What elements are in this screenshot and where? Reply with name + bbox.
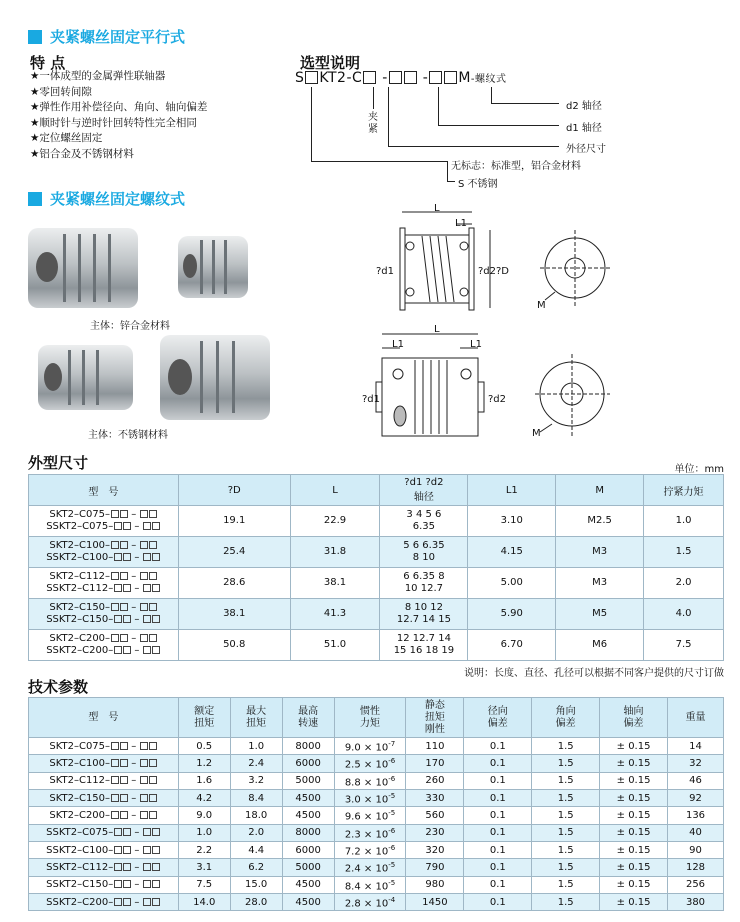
cell-st: 560 xyxy=(406,807,464,824)
cell-L1: 3.10 xyxy=(468,506,556,537)
tech-table-body xyxy=(29,738,724,911)
section-marker xyxy=(28,30,42,44)
cell-M: M3 xyxy=(556,568,644,599)
col-header-inertia: 惯性 力矩 xyxy=(334,698,406,738)
cell-an: 1.5 xyxy=(532,893,600,910)
cell-bore: 6 6.35 8 10 12.7 xyxy=(380,568,468,599)
model-cell: SSKT2–C100– – xyxy=(29,841,179,858)
cell-ax: ± 0.15 xyxy=(600,859,668,876)
code-box xyxy=(429,71,442,84)
cell-mt: 4.4 xyxy=(230,841,282,858)
cell-L: 22.9 xyxy=(290,506,380,537)
cell-inertia: $8.8 \times 10^{-6}$ xyxy=(334,772,406,789)
cell-rt: 7.5 xyxy=(178,876,230,893)
code-box xyxy=(305,71,318,84)
cell-L: 51.0 xyxy=(290,630,380,661)
feature-item: ★定位螺丝固定 xyxy=(30,132,103,144)
cell-L1: 4.15 xyxy=(468,537,556,568)
table-row xyxy=(29,568,724,599)
cell-an: 1.5 xyxy=(532,876,600,893)
label-standard: 无标志：标准型，铝合金材料 xyxy=(451,161,581,172)
table-row xyxy=(29,876,724,893)
cell-rd: 0.1 xyxy=(464,893,532,910)
model-cell: SKT2–C112– – xyxy=(29,772,179,789)
cell-L1: 6.70 xyxy=(468,630,556,661)
cell-sp: 5000 xyxy=(282,859,334,876)
col-header-weight: 重量 xyxy=(668,698,724,738)
dim-label-L1: L1 xyxy=(455,218,467,229)
model-cell: SSKT2–C150– – xyxy=(29,876,179,893)
product-photo-zinc-small xyxy=(178,236,248,298)
cell-st: 320 xyxy=(406,841,464,858)
cell-w: 256 xyxy=(668,876,724,893)
feature-item: ★弹性作用补偿径向、角向、轴向偏差 xyxy=(30,101,208,113)
leader-line xyxy=(447,161,448,181)
cell-st: 230 xyxy=(406,824,464,841)
dims-table xyxy=(28,474,724,661)
cell-D: 50.8 xyxy=(178,630,290,661)
cell-torque: 7.5 xyxy=(644,630,724,661)
cell-st: 170 xyxy=(406,755,464,772)
code-m: M xyxy=(458,70,471,86)
section-title-parallel xyxy=(28,26,185,47)
leader-line xyxy=(491,87,492,103)
cell-sp: 4500 xyxy=(282,789,334,806)
tech-title: 技术参数 xyxy=(28,678,89,696)
cell-w: 40 xyxy=(668,824,724,841)
leader-line xyxy=(373,87,374,109)
cell-an: 1.5 xyxy=(532,772,600,789)
cell-sp: 6000 xyxy=(282,841,334,858)
cell-D: 28.6 xyxy=(178,568,290,599)
code-box xyxy=(389,71,402,84)
cell-an: 1.5 xyxy=(532,807,600,824)
cell-rt: 14.0 xyxy=(178,893,230,910)
table-row xyxy=(29,599,724,630)
col-header-radial: 径向 偏差 xyxy=(464,698,532,738)
cell-sp: 5000 xyxy=(282,772,334,789)
cell-bore: 3 4 5 6 6.35 xyxy=(380,506,468,537)
code-dash: - xyxy=(422,70,429,86)
table-row xyxy=(29,807,724,824)
cell-an: 1.5 xyxy=(532,859,600,876)
cell-w: 46 xyxy=(668,772,724,789)
cell-w: 90 xyxy=(668,841,724,858)
cell-w: 136 xyxy=(668,807,724,824)
dim-label-d1: ?d1 xyxy=(376,266,395,277)
code-box xyxy=(404,71,417,84)
features-title: 特 点 xyxy=(30,54,66,72)
product-photo-zinc-large xyxy=(28,228,138,308)
col-header-stiffness: 静态 扭矩 刚性 xyxy=(406,698,464,738)
cell-mt: 15.0 xyxy=(230,876,282,893)
model-cell: SKT2–C100– – SSKT2–C100– – xyxy=(29,537,179,568)
model-cell: SKT2–C150– – xyxy=(29,789,179,806)
cell-torque: 1.0 xyxy=(644,506,724,537)
cell-inertia: $2.3 \times 10^{-6}$ xyxy=(334,824,406,841)
cell-ax: ± 0.15 xyxy=(600,738,668,755)
cell-ax: ± 0.15 xyxy=(600,876,668,893)
col-header-model: 型 号 xyxy=(29,698,179,738)
model-code xyxy=(295,70,507,86)
table-row xyxy=(29,789,724,806)
dim-label-M: M xyxy=(537,300,546,311)
dim-label-M: M xyxy=(532,428,541,439)
cell-L1: 5.00 xyxy=(468,568,556,599)
cell-ax: ± 0.15 xyxy=(600,755,668,772)
table-row xyxy=(29,755,724,772)
cell-M: M3 xyxy=(556,537,644,568)
cell-sp: 8000 xyxy=(282,738,334,755)
col-header-torque: 拧紧力矩 xyxy=(644,475,724,506)
cell-rt: 3.1 xyxy=(178,859,230,876)
cell-inertia: $2.8 \times 10^{-4}$ xyxy=(334,893,406,910)
table-row xyxy=(29,893,724,910)
section-title-text: 夹紧螺丝固定螺纹式 xyxy=(50,190,186,208)
model-cell: SKT2–C075– – SSKT2–C075– – xyxy=(29,506,179,537)
cell-w: 14 xyxy=(668,738,724,755)
dims-title: 外型尺寸 xyxy=(28,454,89,472)
table-row xyxy=(29,738,724,755)
leader-line xyxy=(388,146,559,147)
cell-inertia: $7.2 \times 10^{-6}$ xyxy=(334,841,406,858)
dim-label-d1: ?d1 xyxy=(362,394,381,405)
cell-sp: 4500 xyxy=(282,876,334,893)
bore-header-top: ?d1 ?d2 xyxy=(404,477,444,488)
cell-torque: 4.0 xyxy=(644,599,724,630)
code-dash: - xyxy=(382,70,388,86)
table-row xyxy=(29,772,724,789)
cell-ax: ± 0.15 xyxy=(600,772,668,789)
cell-mt: 18.0 xyxy=(230,807,282,824)
col-header-rated-torque: 额定 扭矩 xyxy=(178,698,230,738)
leader-line xyxy=(388,87,389,146)
caption-zinc: 主体：锌合金材料 xyxy=(90,321,170,332)
table-row xyxy=(29,841,724,858)
model-cell: SKT2–C112– – SSKT2–C112– – xyxy=(29,568,179,599)
dim-label-D: ?D xyxy=(496,266,510,277)
feature-item: ★一体成型的金属弹性联轴器 xyxy=(30,70,166,82)
cell-bore: 8 10 12 12.7 14 15 xyxy=(380,599,468,630)
cell-inertia: $8.4 \times 10^{-5}$ xyxy=(334,876,406,893)
table-row xyxy=(29,537,724,568)
cell-sp: 4500 xyxy=(282,807,334,824)
cell-D: 19.1 xyxy=(178,506,290,537)
cell-an: 1.5 xyxy=(532,755,600,772)
cell-L: 31.8 xyxy=(290,537,380,568)
bore-header-bottom: 轴径 xyxy=(413,492,434,503)
cell-rd: 0.1 xyxy=(464,824,532,841)
feature-item: ★顺时针与逆时针回转特性完全相同 xyxy=(30,116,197,129)
cell-mt: 2.0 xyxy=(230,824,282,841)
col-header-D: ?D xyxy=(178,475,290,506)
cell-sp: 4500 xyxy=(282,893,334,910)
selection-title: 选型说明 xyxy=(300,54,361,72)
cell-st: 110 xyxy=(406,738,464,755)
cell-st: 1450 xyxy=(406,893,464,910)
col-header-bore xyxy=(380,475,468,506)
dim-label-d2: ?d2 xyxy=(488,394,507,405)
caption-steel: 主体：不锈钢材料 xyxy=(88,430,168,441)
cell-rt: 1.0 xyxy=(178,824,230,841)
cell-rd: 0.1 xyxy=(464,772,532,789)
cell-ax: ± 0.15 xyxy=(600,807,668,824)
section-title-thread xyxy=(28,188,185,209)
code-kt2c: KT2-C xyxy=(319,70,363,86)
col-header-max-speed: 最高 转速 xyxy=(282,698,334,738)
cell-rd: 0.1 xyxy=(464,789,532,806)
model-cell: SSKT2–C200– – xyxy=(29,893,179,910)
model-cell: SKT2–C150– – SSKT2–C150– – xyxy=(29,599,179,630)
cell-mt: 3.2 xyxy=(230,772,282,789)
cell-inertia: $3.0 \times 10^{-5}$ xyxy=(334,789,406,806)
cell-mt: 6.2 xyxy=(230,859,282,876)
cell-an: 1.5 xyxy=(532,841,600,858)
label-clamp: 夹紧 xyxy=(368,112,378,135)
product-photo-steel-small xyxy=(38,345,133,410)
code-box xyxy=(444,71,457,84)
table-row xyxy=(29,859,724,876)
drawing-thread-type xyxy=(360,200,610,315)
cell-torque: 2.0 xyxy=(644,568,724,599)
cell-w: 380 xyxy=(668,893,724,910)
cell-ax: ± 0.15 xyxy=(600,841,668,858)
cell-mt: 8.4 xyxy=(230,789,282,806)
col-header-M: M xyxy=(556,475,644,506)
model-cell: SSKT2–C112– – xyxy=(29,859,179,876)
dim-label-L: L xyxy=(434,324,440,335)
cell-M: M5 xyxy=(556,599,644,630)
cell-ax: ± 0.15 xyxy=(600,893,668,910)
cell-w: 128 xyxy=(668,859,724,876)
cell-an: 1.5 xyxy=(532,824,600,841)
col-header-max-torque: 最大 扭矩 xyxy=(230,698,282,738)
cell-L: 41.3 xyxy=(290,599,380,630)
cell-torque: 1.5 xyxy=(644,537,724,568)
cell-rd: 0.1 xyxy=(464,841,532,858)
cell-L: 38.1 xyxy=(290,568,380,599)
leader-line xyxy=(438,125,559,126)
cell-M: M2.5 xyxy=(556,506,644,537)
section-marker xyxy=(28,192,42,206)
model-cell: SKT2–C200– – SSKT2–C200– – xyxy=(29,630,179,661)
section-title-text: 夹紧螺丝固定平行式 xyxy=(50,28,186,46)
col-header-angular: 角向 偏差 xyxy=(532,698,600,738)
cell-an: 1.5 xyxy=(532,738,600,755)
table-row xyxy=(29,506,724,537)
cell-rd: 0.1 xyxy=(464,807,532,824)
label-stainless: S 不锈钢 xyxy=(458,179,498,190)
cell-ax: ± 0.15 xyxy=(600,824,668,841)
cell-mt: 28.0 xyxy=(230,893,282,910)
cell-rt: 1.6 xyxy=(178,772,230,789)
cell-an: 1.5 xyxy=(532,789,600,806)
unit-label: 单位：mm xyxy=(674,464,724,475)
leader-line xyxy=(311,87,312,161)
cell-D: 38.1 xyxy=(178,599,290,630)
col-header-L: L xyxy=(290,475,380,506)
model-cell: SKT2–C075– – xyxy=(29,738,179,755)
cell-rt: 1.2 xyxy=(178,755,230,772)
col-header-axial: 轴向 偏差 xyxy=(600,698,668,738)
cell-ax: ± 0.15 xyxy=(600,789,668,806)
cell-w: 92 xyxy=(668,789,724,806)
feature-item: ★零回转间隙 xyxy=(30,85,92,98)
code-s: S xyxy=(295,70,305,86)
col-header-L1: L1 xyxy=(468,475,556,506)
cell-sp: 6000 xyxy=(282,755,334,772)
product-photo-steel-large xyxy=(160,335,270,420)
features-list xyxy=(30,69,207,162)
cell-st: 330 xyxy=(406,789,464,806)
cell-rd: 0.1 xyxy=(464,738,532,755)
table-row xyxy=(29,630,724,661)
cell-D: 25.4 xyxy=(178,537,290,568)
cell-mt: 1.0 xyxy=(230,738,282,755)
cell-bore: 12 12.7 14 15 16 18 19 xyxy=(380,630,468,661)
model-cell: SSKT2–C075– – xyxy=(29,824,179,841)
model-cell: SKT2–C100– – xyxy=(29,755,179,772)
label-od: 外径尺寸 xyxy=(566,144,606,155)
cell-M: M6 xyxy=(556,630,644,661)
cell-st: 260 xyxy=(406,772,464,789)
label-d2: d2 轴径 xyxy=(566,101,602,112)
cell-rt: 2.2 xyxy=(178,841,230,858)
dims-note: 说明：长度、直径、孔径可以根据不同客户提供的尺寸订做 xyxy=(464,668,724,679)
cell-inertia: $9.0 \times 10^{-7}$ xyxy=(334,738,406,755)
cell-st: 790 xyxy=(406,859,464,876)
cell-rt: 9.0 xyxy=(178,807,230,824)
col-header-model: 型 号 xyxy=(29,475,179,506)
cell-inertia: $9.6 \times 10^{-5}$ xyxy=(334,807,406,824)
cell-L1: 5.90 xyxy=(468,599,556,630)
cell-inertia: $2.4 \times 10^{-5}$ xyxy=(334,859,406,876)
cell-inertia: $2.5 \times 10^{-6}$ xyxy=(334,755,406,772)
leader-line xyxy=(311,161,447,162)
cell-rd: 0.1 xyxy=(464,876,532,893)
table-row xyxy=(29,824,724,841)
dim-label-L1: L1 xyxy=(470,339,482,350)
model-cell: SKT2–C200– – xyxy=(29,807,179,824)
label-d1: d1 轴径 xyxy=(566,123,602,134)
cell-rd: 0.1 xyxy=(464,755,532,772)
leader-line xyxy=(447,181,455,182)
code-box xyxy=(363,71,376,84)
leader-line xyxy=(491,103,559,104)
cell-rt: 0.5 xyxy=(178,738,230,755)
cell-rd: 0.1 xyxy=(464,859,532,876)
cell-rt: 4.2 xyxy=(178,789,230,806)
feature-item: ★铝合金及不锈钢材料 xyxy=(30,147,134,160)
cell-st: 980 xyxy=(406,876,464,893)
leader-line xyxy=(438,87,439,125)
cell-sp: 8000 xyxy=(282,824,334,841)
dim-label-d2: ?d2 xyxy=(478,266,497,277)
dim-label-L1: L1 xyxy=(392,339,404,350)
cell-bore: 5 6 6.35 8 10 xyxy=(380,537,468,568)
cell-mt: 2.4 xyxy=(230,755,282,772)
code-thread: -螺纹式 xyxy=(470,74,507,85)
cell-w: 32 xyxy=(668,755,724,772)
tech-table xyxy=(28,697,724,911)
dim-label-L: L xyxy=(434,203,440,214)
